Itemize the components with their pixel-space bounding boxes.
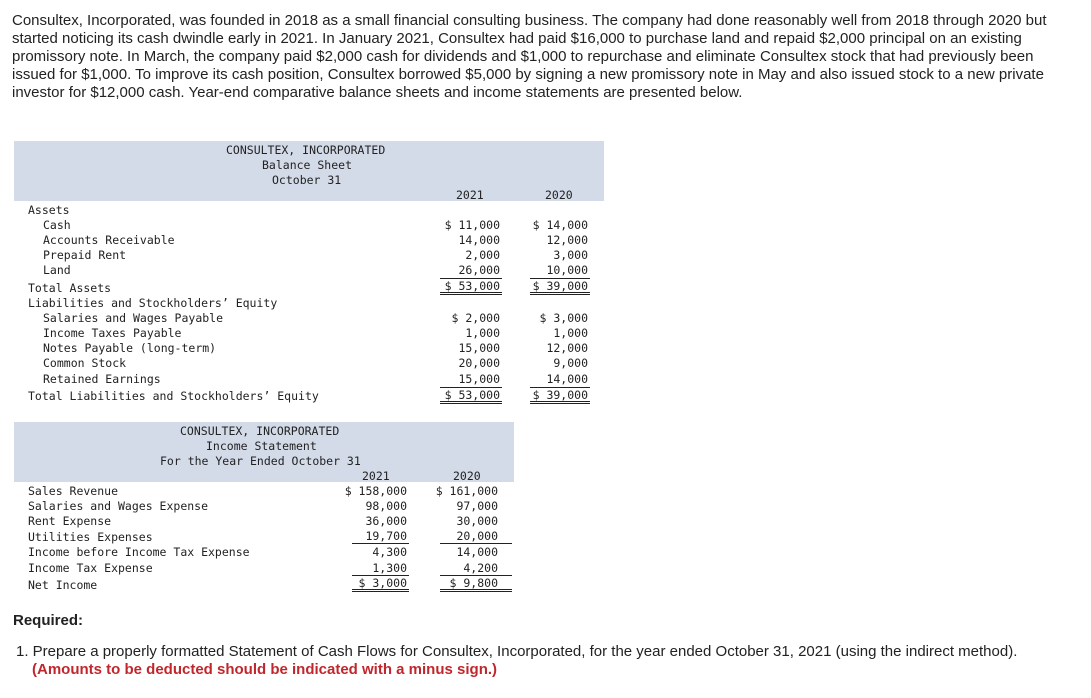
total-double-rule	[440, 589, 512, 592]
is-row-2021: 1,300	[372, 561, 407, 575]
income-statement-period: For the Year Ended October 31	[160, 454, 361, 468]
bs-row-2021: 20,000	[458, 356, 500, 370]
bs-row-label: Notes Payable (long-term)	[43, 341, 217, 355]
bs-row-2021: 26,000	[458, 263, 500, 277]
balance-sheet-col-2021: 2021	[456, 188, 484, 202]
bs-row-label: Income Taxes Payable	[43, 326, 182, 340]
bs-row-2021: 15,000	[458, 372, 500, 386]
bs-row-2021: $ 53,000	[444, 279, 500, 293]
total-double-rule	[440, 401, 502, 404]
bs-row-2020: 12,000	[546, 341, 588, 355]
income-statement-col-2021: 2021	[362, 469, 390, 483]
bs-row-label: Retained Earnings	[43, 372, 161, 386]
bs-row-2021: 14,000	[458, 233, 500, 247]
bs-row-label: Land	[43, 263, 71, 277]
bs-row-2020: $ 39,000	[532, 388, 588, 402]
is-row-2020: 97,000	[456, 499, 498, 513]
bs-row-2021: 1,000	[465, 326, 500, 340]
is-row-2020: $ 9,800	[449, 576, 498, 590]
bs-row-2020: 10,000	[546, 263, 588, 277]
bs-row-2020: 1,000	[553, 326, 588, 340]
is-row-label: Rent Expense	[28, 514, 112, 528]
is-row-label: Salaries and Wages Expense	[28, 499, 209, 513]
bs-row-2021: $ 2,000	[451, 311, 500, 325]
subtotal-rule	[352, 543, 409, 544]
is-row-label: Net Income	[28, 578, 98, 592]
bs-row-2020: 3,000	[553, 248, 588, 262]
requirement-1-text: 1. Prepare a properly formatted Statement of Cash Flows for Consultex, Incorporated, for the year ended October 31, 2021 (using the indirect method).	[16, 643, 1018, 660]
problem-intro-text: Consultex, Incorporated, was founded in 2018 as a small financial consulting business. The company had done reasonably well from 2018 through 2020 but started noticing its cash dwindle early in 2021. In January 2021, Consultex had paid $16,000 to purchase land and repaid $2,000 principal on an existing promissory note. In March, the company paid $2,000 cash for dividends and $1,000 to repurchase and eliminate Consultex stock that had previously been issued for $1,000. To improve its cash position, Consultex borrowed $5,000 by signing a new promissory note in May and also issued stock to a new private investor for $12,000 cash. Year-end comparative balance sheets and income statements are presented below.	[12, 12, 1047, 101]
bs-row-2020: $ 3,000	[539, 311, 588, 325]
required-heading: Required:	[13, 612, 84, 629]
bs-row-label: Common Stock	[43, 356, 127, 370]
bs-row-2021: 15,000	[458, 341, 500, 355]
balance-sheet-col-2020: 2020	[545, 188, 573, 202]
bs-row-label: Total Liabilities and Stockholders’ Equity	[28, 389, 319, 403]
total-double-rule	[530, 292, 590, 295]
bs-row-label: Accounts Receivable	[43, 233, 175, 247]
balance-sheet-date: October 31	[272, 173, 342, 187]
income-statement-col-2020: 2020	[453, 469, 481, 483]
is-row-2021: 4,300	[372, 545, 407, 559]
balance-sheet-company: CONSULTEX, INCORPORATED	[226, 143, 386, 157]
is-row-label: Income before Income Tax Expense	[28, 545, 250, 559]
bs-row-2021: 2,000	[465, 248, 500, 262]
requirement-1	[16, 643, 1082, 679]
requirement-1-note: (Amounts to be deducted should be indicated with a minus sign.)	[32, 661, 498, 678]
bs-row-2021: $ 11,000	[444, 218, 500, 232]
income-statement-title: Income Statement	[206, 439, 317, 453]
income-statement-company: CONSULTEX, INCORPORATED	[180, 424, 340, 438]
is-row-2021: 98,000	[365, 499, 407, 513]
is-row-label: Utilities Expenses	[28, 530, 153, 544]
is-row-label: Sales Revenue	[28, 484, 119, 498]
bs-row-2020: 14,000	[546, 372, 588, 386]
total-double-rule	[440, 292, 502, 295]
bs-row-label: Total Assets	[28, 281, 112, 295]
bs-row-2020: 9,000	[553, 356, 588, 370]
is-row-2020: 30,000	[456, 514, 498, 528]
subtotal-rule	[440, 543, 512, 544]
bs-row-2020: $ 14,000	[532, 218, 588, 232]
is-row-2020: 14,000	[456, 545, 498, 559]
is-row-2021: $ 158,000	[344, 484, 407, 498]
is-row-2020: 20,000	[456, 529, 498, 543]
total-double-rule	[530, 401, 590, 404]
assets-heading: Assets	[28, 203, 70, 217]
is-row-2021: 36,000	[365, 514, 407, 528]
bs-row-label: Cash	[43, 218, 71, 232]
bs-row-2021: $ 53,000	[444, 388, 500, 402]
bs-row-2020: $ 39,000	[532, 279, 588, 293]
is-row-2020: 4,200	[463, 561, 498, 575]
liabilities-equity-heading: Liabilities and Stockholders’ Equity	[28, 296, 278, 310]
bs-row-label: Salaries and Wages Payable	[43, 311, 224, 325]
is-row-2021: 19,700	[365, 529, 407, 543]
is-row-2020: $ 161,000	[435, 484, 498, 498]
bs-row-2020: 12,000	[546, 233, 588, 247]
is-row-label: Income Tax Expense	[28, 561, 153, 575]
is-row-2021: $ 3,000	[358, 576, 407, 590]
total-double-rule	[352, 589, 409, 592]
balance-sheet-title: Balance Sheet	[262, 158, 353, 172]
bs-row-label: Prepaid Rent	[43, 248, 127, 262]
